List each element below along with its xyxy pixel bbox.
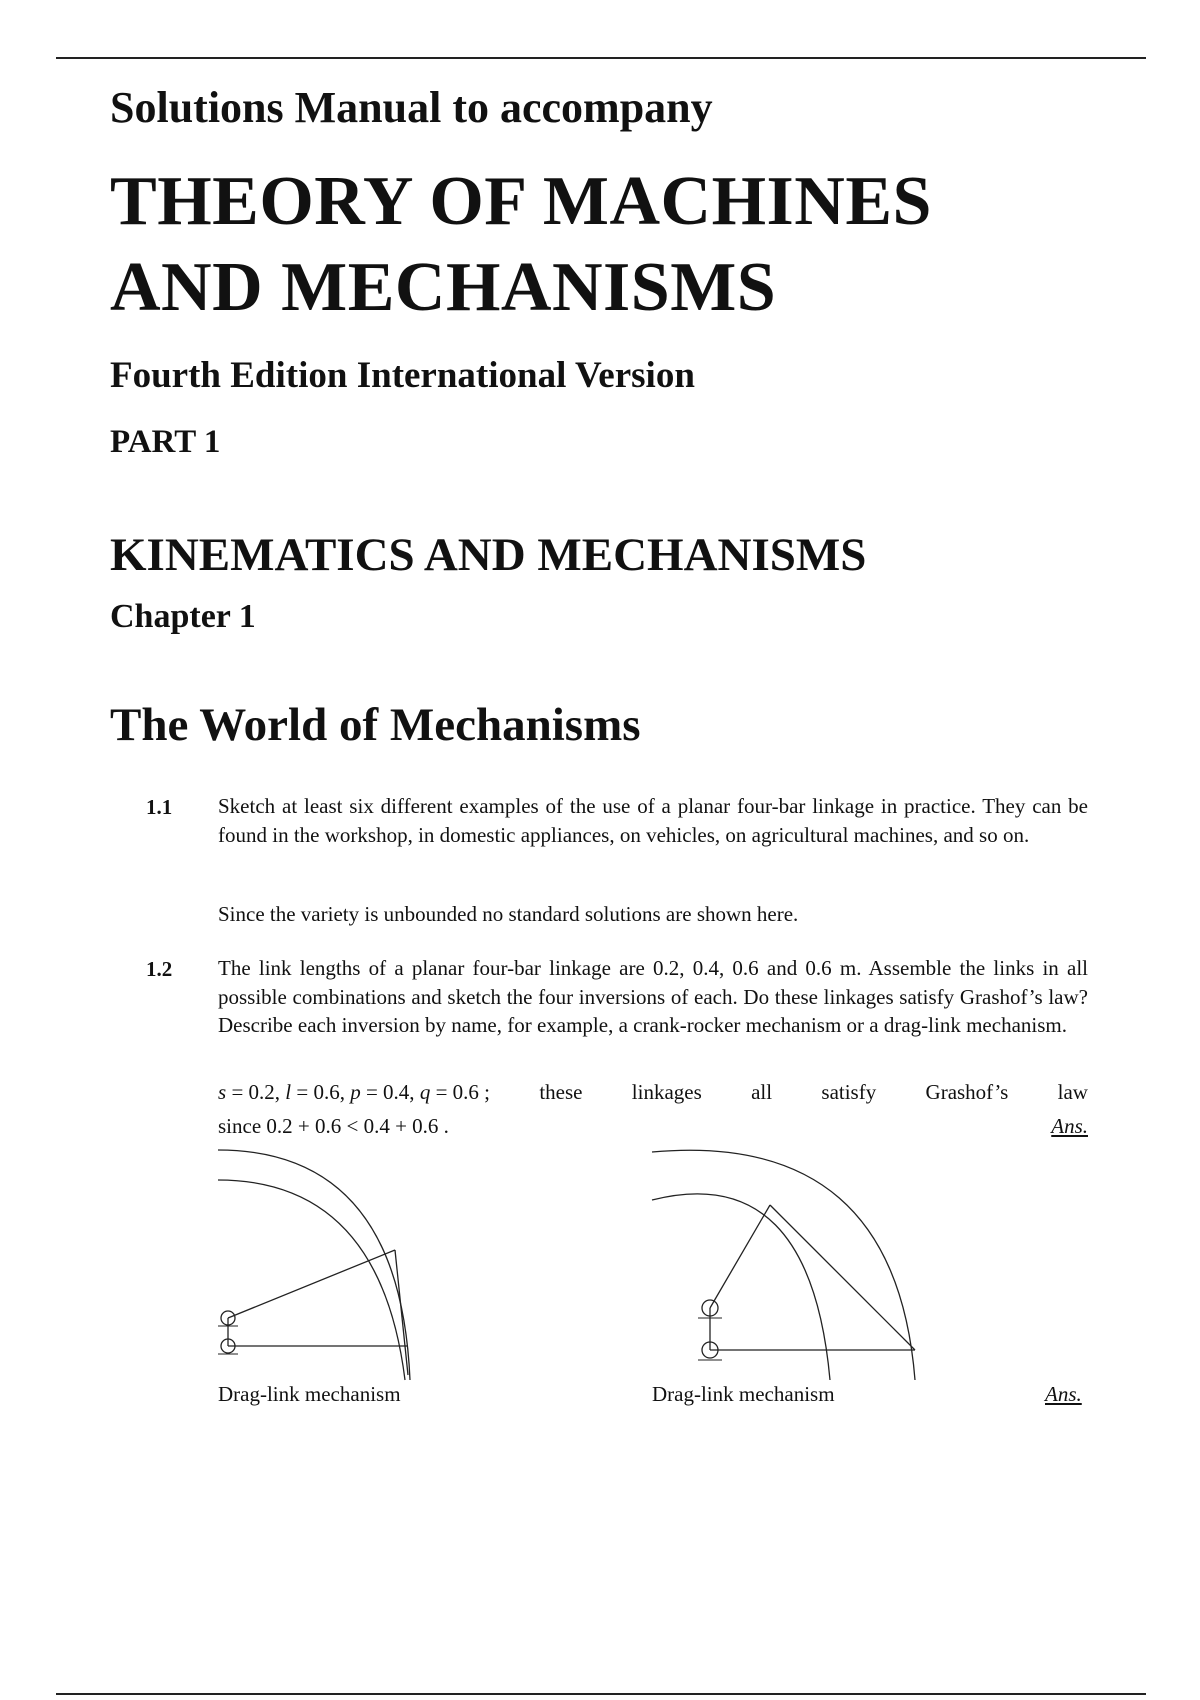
coupler-link bbox=[228, 1250, 395, 1318]
answer-label: Ans. bbox=[1051, 1113, 1088, 1138]
part-name-heading: KINEMATICS AND MECHANISMS bbox=[110, 529, 867, 581]
book-title-line-2: AND MECHANISMS bbox=[110, 249, 777, 326]
part-heading: PART 1 bbox=[110, 424, 221, 460]
bottom-rule bbox=[56, 1693, 1146, 1695]
chapter-heading: Chapter 1 bbox=[110, 598, 256, 635]
top-rule bbox=[56, 57, 1146, 59]
edition-heading: Fourth Edition International Version bbox=[110, 355, 695, 396]
problem-text: Sketch at least six different examples of the use of a planar four-bar linkage in practice. They can be found in the workshop, in domestic appliances, on vehicles, on agricultural machines, and so on. bbox=[218, 794, 1088, 847]
book-title-line-1: THEORY OF MACHINES bbox=[110, 163, 932, 240]
drag-link-figure-1 bbox=[210, 1140, 420, 1385]
inner-arc bbox=[652, 1194, 830, 1380]
variable-assignments: s = 0.2, l = 0.6, p = 0.4, q = 0.6 ; bbox=[218, 1079, 490, 1104]
figure-caption: Drag-link mechanism bbox=[652, 1382, 835, 1406]
drag-link-figure-2 bbox=[650, 1140, 925, 1385]
chapter-title: The World of Mechanisms bbox=[110, 699, 641, 751]
problem-number: 1.1 bbox=[146, 795, 173, 819]
grashof-inequality: since 0.2 + 0.6 < 0.4 + 0.6 . bbox=[218, 1113, 449, 1138]
inner-arc bbox=[218, 1180, 405, 1380]
answer-label: Ans. bbox=[1045, 1382, 1082, 1406]
crank-link bbox=[710, 1205, 770, 1308]
problem-number: 1.2 bbox=[146, 957, 173, 981]
figure-caption: Drag-link mechanism bbox=[218, 1382, 401, 1406]
outer-arc bbox=[652, 1150, 915, 1380]
problem-text: The link lengths of a planar four-bar linkage are 0.2, 0.4, 0.6 and 0.6 m. Assemble the links in all possible combinations and sketch the four inversions of each. Do these linkages satisfy Grashof’s law? Describe each inversion by name, for example, a crank-rocker mechanism or a drag-link mechanism. bbox=[218, 956, 1088, 1037]
solution-equation: s = 0.2, l = 0.6, p = 0.4, q = 0.6 ; these linkages all satisfy Grashof’s law since 0.2 + 0.6 < 0.4 + 0.6 . Ans. bbox=[218, 1079, 1088, 1138]
intro-heading: Solutions Manual to accompany bbox=[110, 83, 713, 132]
problem-answer: Since the variety is unbounded no standard solutions are shown here. bbox=[218, 902, 799, 926]
